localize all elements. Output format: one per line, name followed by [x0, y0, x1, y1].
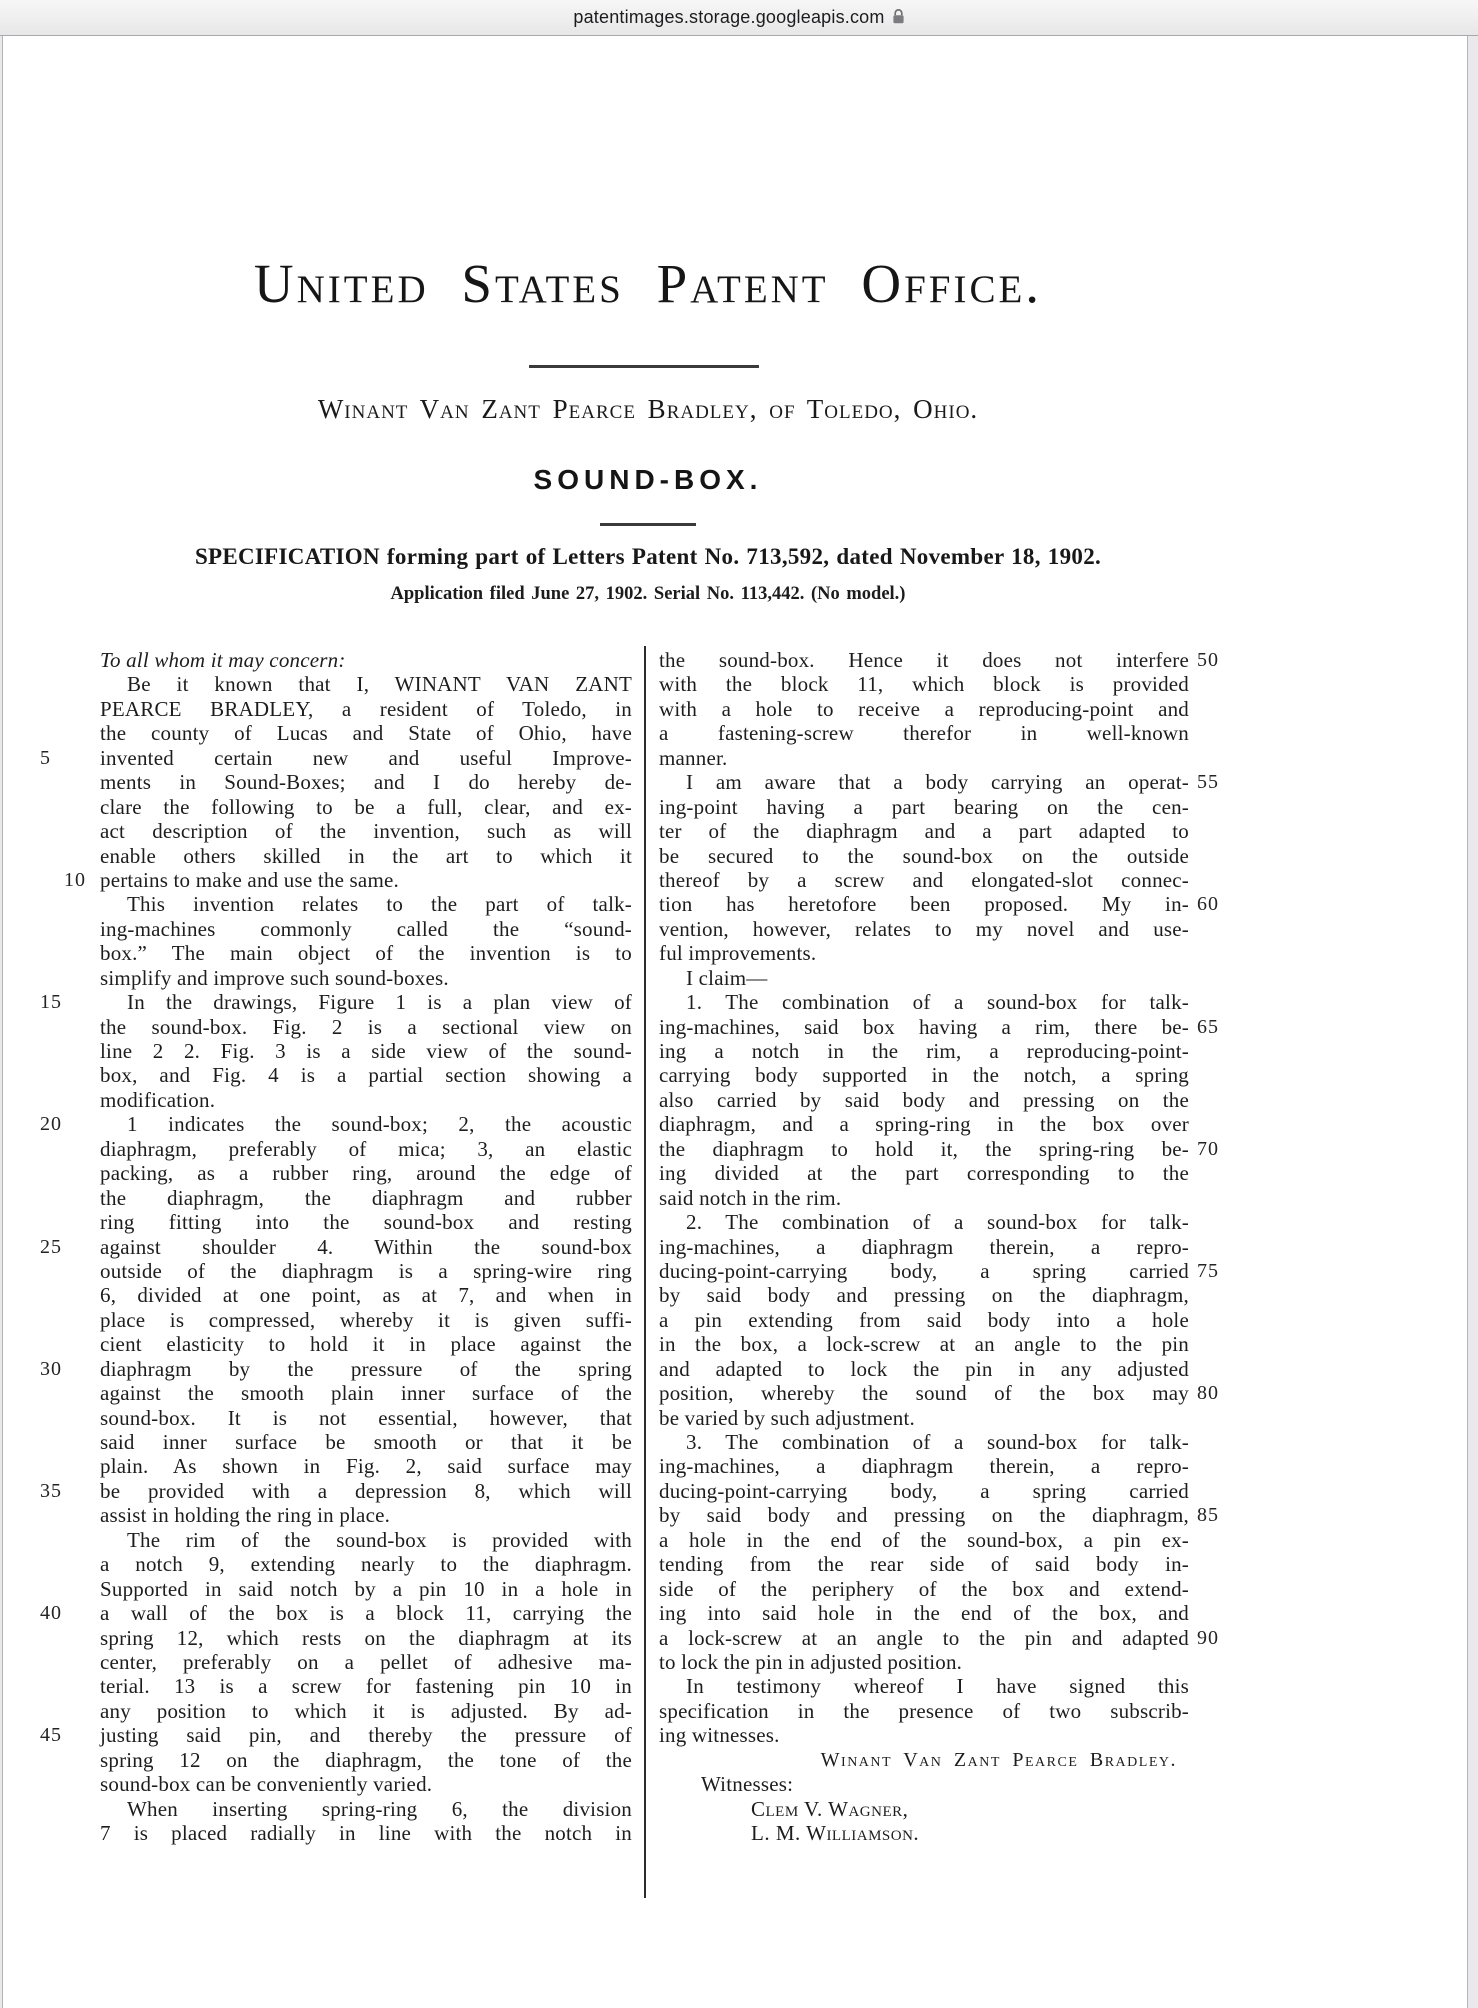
line-text: by said body and pressing on the diaphragm,: [659, 1283, 1189, 1308]
line-text: any position to which it is adjusted. By ad-: [100, 1698, 632, 1723]
line-text: diaphragm, and a spring-ring in the box over: [659, 1112, 1189, 1137]
text-line: [659, 1503, 1219, 1528]
line-text: 2. The combination of a sound-box for talk-: [686, 1210, 1189, 1235]
line-text: sound-box. It is not essential, however, that: [100, 1405, 632, 1430]
line-text: ing witnesses.: [659, 1723, 780, 1748]
line-text: ing-machines, a diaphragm therein, a repro-: [659, 1454, 1189, 1479]
text-line: [659, 917, 1189, 941]
line-text: position, whereby the sound of the box may: [659, 1381, 1189, 1406]
line-text: sound-box can be conveniently varied.: [100, 1772, 433, 1797]
text-line: [659, 966, 1189, 990]
line-number: 80: [1197, 1382, 1219, 1405]
line-text: ducing-point-carrying body, a spring carried: [659, 1478, 1189, 1503]
text-line: [659, 1723, 1189, 1747]
line-text: and adapted to lock the pin in any adjusted: [659, 1356, 1189, 1381]
line-number: 5: [40, 746, 51, 769]
line-text: 3. The combination of a sound-box for talk-: [686, 1430, 1189, 1454]
text-line: [659, 1699, 1189, 1723]
title-divider: [529, 365, 759, 368]
line-text: be secured to the sound-box on the outside: [659, 843, 1189, 868]
text-line: [659, 1577, 1189, 1601]
column-right: [659, 648, 1219, 1845]
text-line: [659, 1014, 1219, 1039]
line-number: 55: [1197, 771, 1219, 794]
patent-page: [2, 36, 1468, 2008]
line-text: by said body and pressing on the diaphragm,: [659, 1503, 1189, 1528]
line-text: clare the following to be a full, clear, and ex-: [100, 794, 632, 819]
text-line: [659, 770, 1219, 795]
line-text: pertains to make and use the same.: [100, 867, 399, 892]
text-line: [100, 917, 632, 941]
line-text: Witnesses:: [701, 1772, 794, 1797]
line-text: be varied by such adjustment.: [659, 1405, 915, 1430]
line-text: vention, however, relates to my novel and use-: [659, 916, 1189, 941]
line-text: 7 is placed radially in line with the notch in: [100, 1821, 632, 1845]
line-text: L. M. Williamson.: [751, 1821, 920, 1845]
text-line: [659, 1797, 1189, 1821]
line-text: outside of the diaphragm is a spring-wire ring: [100, 1258, 632, 1283]
line-text: invented certain new and useful Improve-: [100, 745, 632, 770]
line-text: diaphragm by the pressure of the spring: [100, 1356, 632, 1381]
line-text: plain. As shown in Fig. 2, said surface may: [100, 1454, 632, 1479]
line-text: against shoulder 4. Within the sound-box: [100, 1234, 632, 1259]
line-text: ing a notch in the rim, a reproducing-point-: [659, 1039, 1189, 1063]
text-line: [100, 721, 632, 745]
text-line: [40, 1112, 632, 1137]
line-text: ing-machines commonly called the “sound-: [100, 916, 632, 941]
line-text: terial. 13 is a screw for fastening pin 10 in: [100, 1674, 632, 1699]
text-line: [100, 1332, 632, 1356]
line-text: ring fitting into the sound-box and resting: [100, 1210, 632, 1235]
line-text: ing divided at the part corresponding to the: [659, 1161, 1189, 1186]
text-line: [100, 1015, 632, 1039]
line-number: 30: [40, 1357, 62, 1380]
line-text: ing-point having a part bearing on the cen-: [659, 794, 1189, 819]
text-line: [40, 1356, 632, 1381]
line-text: In the drawings, Figure 1 is a plan view of: [127, 990, 632, 1015]
lock-icon: [892, 8, 905, 30]
line-number: 20: [40, 1113, 62, 1136]
line-number: 50: [1197, 649, 1219, 671]
text-line: [40, 1723, 632, 1748]
text-line: [100, 1406, 632, 1430]
line-number: 25: [40, 1235, 62, 1258]
line-text: tending from the rear side of said body in-: [659, 1552, 1189, 1577]
line-text: box.” The main object of the invention is to: [100, 941, 632, 966]
line-text: In testimony whereof I have signed this: [686, 1674, 1189, 1699]
text-line: [659, 1406, 1189, 1430]
text-line: [659, 1528, 1189, 1552]
text-line: [659, 697, 1189, 721]
patent-document: [3, 36, 1293, 2008]
text-line: [40, 1234, 632, 1259]
line-text: simplify and improve such sound-boxes.: [100, 965, 449, 990]
line-text: carrying body supported in the notch, a spring: [659, 1063, 1189, 1088]
invention-title: SOUND-BOX.: [533, 464, 763, 495]
line-number: 15: [40, 991, 62, 1014]
text-line: [100, 1650, 632, 1674]
line-text: diaphragm, preferably of mica; 3, an elastic: [100, 1136, 632, 1161]
text-line: [100, 966, 632, 990]
text-line: [100, 1797, 632, 1821]
text-line: [659, 1674, 1189, 1698]
line-text: justing said pin, and thereby the pressure of: [100, 1723, 632, 1748]
column-divider: [644, 646, 646, 1898]
text-line: [659, 844, 1189, 868]
line-text: ducing-point-carrying body, a spring carried: [659, 1258, 1189, 1283]
line-number: 65: [1197, 1015, 1219, 1038]
line-text: a pin extending from said body into a hole: [659, 1307, 1189, 1332]
text-line: [659, 1283, 1189, 1307]
line-text: the county of Lucas and State of Ohio, have: [100, 721, 632, 746]
text-line: [100, 1161, 632, 1185]
line-text: specification in the presence of two subscrib-: [659, 1698, 1189, 1723]
text-line: [659, 1063, 1189, 1087]
line-number: 10: [64, 868, 86, 891]
line-text: The rim of the sound-box is provided with: [127, 1527, 632, 1552]
text-line: [100, 795, 632, 819]
line-text: act description of the invention, such as will: [100, 819, 632, 844]
text-line: [659, 1430, 1189, 1454]
text-line: [100, 770, 632, 794]
line-text: thereof by a screw and elongated-slot connec-: [659, 867, 1189, 892]
line-text: Winant Van Zant Pearce Bradley.: [820, 1748, 1177, 1771]
column-left: [40, 648, 632, 1845]
text-line: [659, 1136, 1219, 1161]
line-text: Supported in said notch by a pin 10 in a hole in: [100, 1576, 632, 1601]
line-text: ful improvements.: [659, 941, 817, 966]
text-line: [659, 1210, 1189, 1234]
text-line: [100, 1772, 632, 1796]
line-text: with a hole to receive a reproducing-point and: [659, 696, 1189, 721]
text-line: [100, 672, 632, 696]
line-text: modification.: [100, 1087, 216, 1112]
text-line: [100, 1430, 632, 1454]
line-number: 85: [1197, 1504, 1219, 1527]
line-number: 35: [40, 1479, 62, 1502]
section-divider: [600, 523, 696, 526]
line-text: spring 12, which rests on the diaphragm at its: [100, 1625, 632, 1650]
text-line: [100, 941, 632, 965]
line-number: 45: [40, 1724, 62, 1747]
line-text: also carried by said body and pressing on the: [659, 1087, 1189, 1112]
line-text: a fastening-screw therefor in well-known: [659, 721, 1189, 746]
text-line: [659, 1039, 1189, 1063]
line-text: PEARCE BRADLEY, a resident of Toledo, in: [100, 696, 632, 721]
text-line: [659, 941, 1189, 965]
text-line: [100, 1748, 632, 1772]
browser-address-bar[interactable]: [0, 0, 1478, 36]
text-line: [659, 990, 1189, 1014]
line-text: a hole in the end of the sound-box, a pin ex-: [659, 1527, 1189, 1552]
line-text: against the smooth plain inner surface of the: [100, 1381, 632, 1406]
text-line: [659, 648, 1219, 672]
text-line: [100, 1259, 632, 1283]
line-text: side of the periphery of the box and extend-: [659, 1576, 1189, 1601]
line-text: 1 indicates the sound-box; 2, the acoustic: [127, 1112, 632, 1137]
text-line: [659, 795, 1189, 819]
text-line: [659, 1625, 1219, 1650]
text-line: [659, 1454, 1189, 1478]
line-text: a notch 9, extending nearly to the diaphragm.: [100, 1552, 632, 1577]
line-text: ments in Sound-Boxes; and I do hereby de-: [100, 770, 632, 795]
line-text: a lock-screw at an angle to the pin and adapted: [659, 1625, 1189, 1650]
line-text: the sound-box. Hence it does not interfere: [659, 648, 1189, 672]
line-text: cient elasticity to hold it in place against the: [100, 1332, 632, 1357]
text-line: [659, 1552, 1189, 1576]
line-text: the sound-box. Fig. 2 is a sectional view on: [100, 1014, 632, 1039]
text-line: [659, 672, 1189, 696]
text-line: [100, 1063, 632, 1087]
text-line: [100, 648, 632, 672]
text-line: [100, 1137, 632, 1161]
line-number: 40: [40, 1602, 62, 1625]
text-line: [659, 1772, 1189, 1796]
text-line: [100, 1210, 632, 1234]
url-text: patentimages.storage.googleapis.com: [573, 7, 885, 27]
text-line: [100, 1454, 632, 1478]
text-line: [659, 1357, 1189, 1381]
text-line: [659, 1601, 1189, 1625]
line-text: said inner surface be smooth or that it be: [100, 1430, 632, 1454]
text-line: [659, 746, 1189, 770]
line-number: 75: [1197, 1259, 1219, 1282]
line-text: Clem V. Wagner,: [751, 1796, 909, 1821]
line-text: the diaphragm, the diaphragm and rubber: [100, 1185, 632, 1210]
text-line: [100, 697, 632, 721]
line-number: 60: [1197, 893, 1219, 916]
text-line: [100, 1503, 632, 1527]
page-title: United States Patent Office.: [253, 253, 1043, 314]
text-line: [100, 1552, 632, 1576]
line-number: 90: [1197, 1626, 1219, 1649]
line-text: a wall of the box is a block 11, carrying the: [100, 1601, 632, 1626]
text-line: [659, 1748, 1189, 1772]
line-text: assist in holding the ring in place.: [100, 1503, 391, 1528]
text-line: [100, 1308, 632, 1332]
line-text: Be it known that I, WINANT VAN ZANT: [127, 672, 632, 697]
text-line: [659, 1258, 1219, 1283]
text-line: [40, 1478, 632, 1503]
text-line: [100, 1821, 632, 1845]
line-text: center, preferably on a pellet of adhesive ma-: [100, 1649, 632, 1674]
text-line: [659, 721, 1189, 745]
text-line: [659, 1235, 1189, 1259]
line-text: 1. The combination of a sound-box for talk-: [686, 990, 1189, 1015]
text-line: [659, 1308, 1189, 1332]
line-text: box, and Fig. 4 is a partial section showing a: [100, 1063, 632, 1088]
line-text: I am aware that a body carrying an operat-: [686, 770, 1189, 795]
text-line: [659, 1112, 1189, 1136]
text-line: [64, 867, 632, 892]
text-line: [100, 1626, 632, 1650]
line-number: 70: [1197, 1137, 1219, 1160]
text-line: [100, 1577, 632, 1601]
line-text: tion has heretofore been proposed. My in-: [659, 892, 1189, 917]
line-text: ing into said hole in the end of the box, and: [659, 1601, 1189, 1626]
text-line: [100, 1528, 632, 1552]
text-line: [40, 745, 632, 770]
line-text: be provided with a depression 8, which will: [100, 1478, 632, 1503]
line-text: place is compressed, whereby it is given suffi-: [100, 1307, 632, 1332]
text-line: [100, 1186, 632, 1210]
line-text: ing-machines, a diaphragm therein, a repro-: [659, 1234, 1189, 1259]
line-text: This invention relates to the part of talk-: [127, 892, 632, 917]
text-line: [659, 819, 1189, 843]
line-text: 6, divided at one point, as at 7, and when in: [100, 1283, 632, 1308]
text-line: [659, 1088, 1189, 1112]
line-text: manner.: [659, 745, 728, 770]
text-line: [40, 1601, 632, 1626]
line-text: spring 12 on the diaphragm, the tone of the: [100, 1747, 632, 1772]
line-text: in the box, a lock-screw at an angle to the pin: [659, 1332, 1189, 1357]
text-line: [100, 1674, 632, 1698]
text-line: [659, 1161, 1189, 1185]
text-line: [100, 1699, 632, 1723]
line-text: the diaphragm to hold it, the spring-ring be-: [659, 1136, 1189, 1161]
text-line: [659, 1332, 1189, 1356]
line-text: with the block 11, which block is provided: [659, 672, 1189, 697]
text-line: [100, 819, 632, 843]
text-line: [659, 1186, 1189, 1210]
text-line: [100, 1039, 632, 1063]
text-line: [100, 1381, 632, 1405]
line-text: When inserting spring-ring 6, the division: [127, 1796, 632, 1821]
specification-line: SPECIFICATION forming part of Letters Patent No. 713,592, dated November 18, 1902.: [194, 544, 1102, 569]
line-text: packing, as a rubber ring, around the edge of: [100, 1161, 632, 1186]
line-text: To all whom it may concern:: [100, 648, 346, 672]
text-line: [100, 1283, 632, 1307]
line-text: enable others skilled in the art to which it: [100, 843, 632, 868]
line-text: to lock the pin in adjusted position.: [659, 1649, 963, 1674]
line-text: ter of the diaphragm and a part adapted to: [659, 819, 1189, 844]
text-line: [659, 868, 1189, 892]
line-text: line 2 2. Fig. 3 is a side view of the sound-: [100, 1039, 632, 1063]
text-line: [659, 1479, 1189, 1503]
line-text: said notch in the rim.: [659, 1185, 842, 1210]
line-text: ing-machines, said box having a rim, there be-: [659, 1014, 1189, 1039]
line-text: I claim—: [686, 965, 768, 990]
text-line: [659, 1381, 1219, 1406]
text-line: [40, 990, 632, 1015]
text-line: [659, 1650, 1189, 1674]
text-line: [659, 892, 1219, 917]
text-line: [100, 892, 632, 916]
text-line: [100, 1088, 632, 1112]
application-line: Application filed June 27, 1902. Serial No. 113,442. (No model.): [390, 584, 906, 604]
inventor-line: Winant Van Zant Pearce Bradley, of Toledo, Ohio.: [317, 394, 979, 424]
text-line: [659, 1821, 1189, 1845]
text-line: [100, 844, 632, 868]
